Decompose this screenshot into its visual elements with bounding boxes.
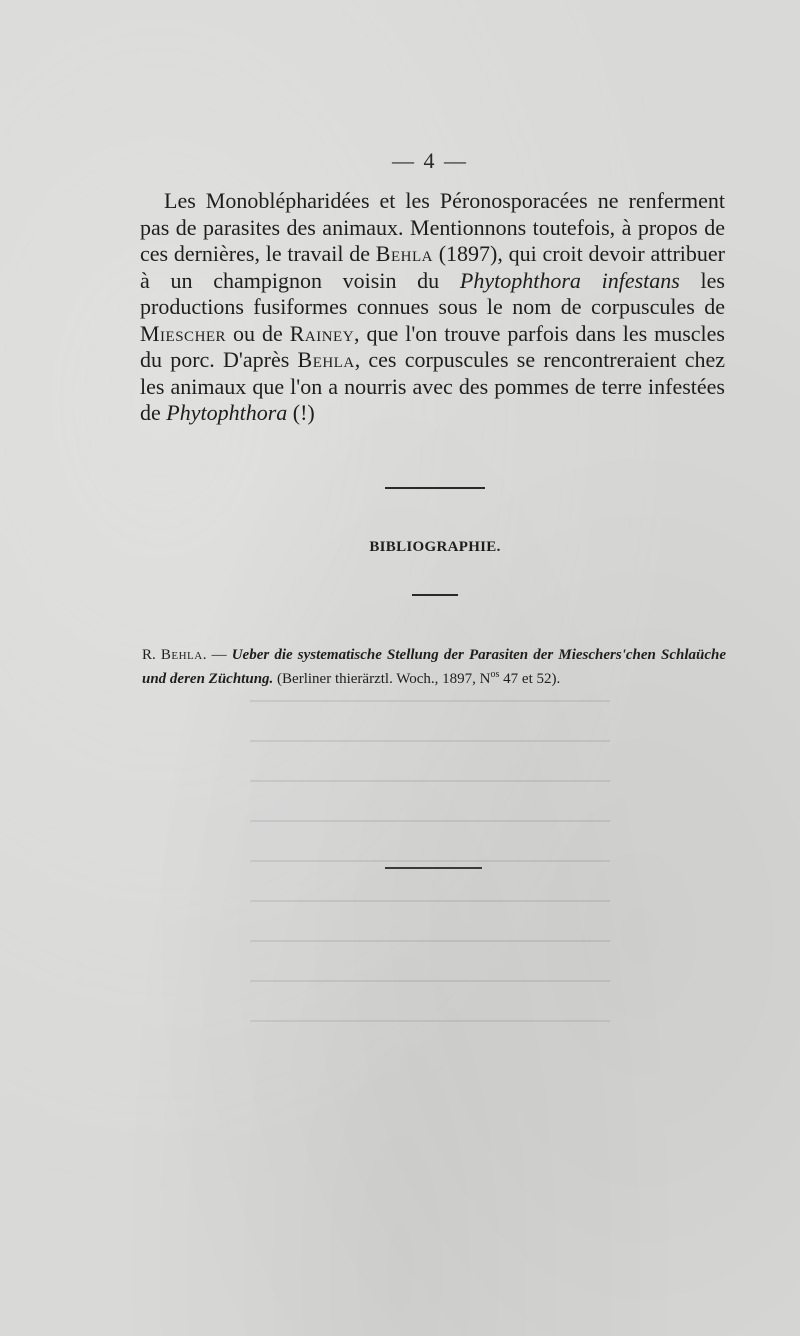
main-paragraph xyxy=(140,188,725,427)
paragraph-text-5: , que l'on trouve parfois dans les muscles du porc. D'après xyxy=(140,320,725,372)
author-name-rainey: Rainey xyxy=(289,320,355,346)
author-name-miescher: Miescher xyxy=(140,320,227,346)
bib-author-initial: R. xyxy=(142,647,161,663)
bib-numbers: 47 et 52). xyxy=(499,671,561,687)
bibliography-heading: BIBLIOGRAPHIE. xyxy=(369,539,501,555)
genus-name-phytophthora: Phytophthora xyxy=(166,400,288,425)
bib-author-name: Behla xyxy=(160,647,203,663)
paragraph-text-1: Les Monoblépharidées et les Péronosporacées ne renferment pas de parasites des animaux. Mentionnons toutefois, à propos de ces dernières, le travail de xyxy=(140,188,725,266)
paragraph-text-2: (1897), qui croit devoir attribuer à un champignon voisin du xyxy=(140,241,725,293)
page-number: — 4 — xyxy=(392,148,468,173)
bibliography-entry xyxy=(142,645,726,689)
heading-underline xyxy=(412,594,458,596)
paragraph-text-3: les productions fusiformes connues sous le nom de corpuscules de xyxy=(140,267,725,319)
section-divider xyxy=(385,487,485,489)
show-through-texture xyxy=(250,700,610,1120)
paragraph-text-7: (!) xyxy=(287,400,315,425)
species-name-phytophthora-infestans: Phytophthora infestans xyxy=(459,267,680,293)
bib-title: Ueber die systematische Stellung der Parasiten der Mieschers'chen Schlaüche und deren Züchtung. xyxy=(142,647,726,687)
bib-numero-superscript: os xyxy=(490,669,500,680)
end-divider xyxy=(385,867,482,869)
author-name-behla: Behla xyxy=(375,241,433,266)
bib-dash: . — xyxy=(202,647,232,663)
paragraph-text-6: , ces corpuscules se rencontreraient chez les animaux que l'on a nourris avec des pommes de terre infestées de xyxy=(140,347,725,425)
paragraph-text-4: ou de xyxy=(226,320,290,346)
author-name-behla-2: Behla xyxy=(297,347,355,372)
bib-source: (Berliner thierärztl. Woch., 1897, N xyxy=(273,671,491,687)
